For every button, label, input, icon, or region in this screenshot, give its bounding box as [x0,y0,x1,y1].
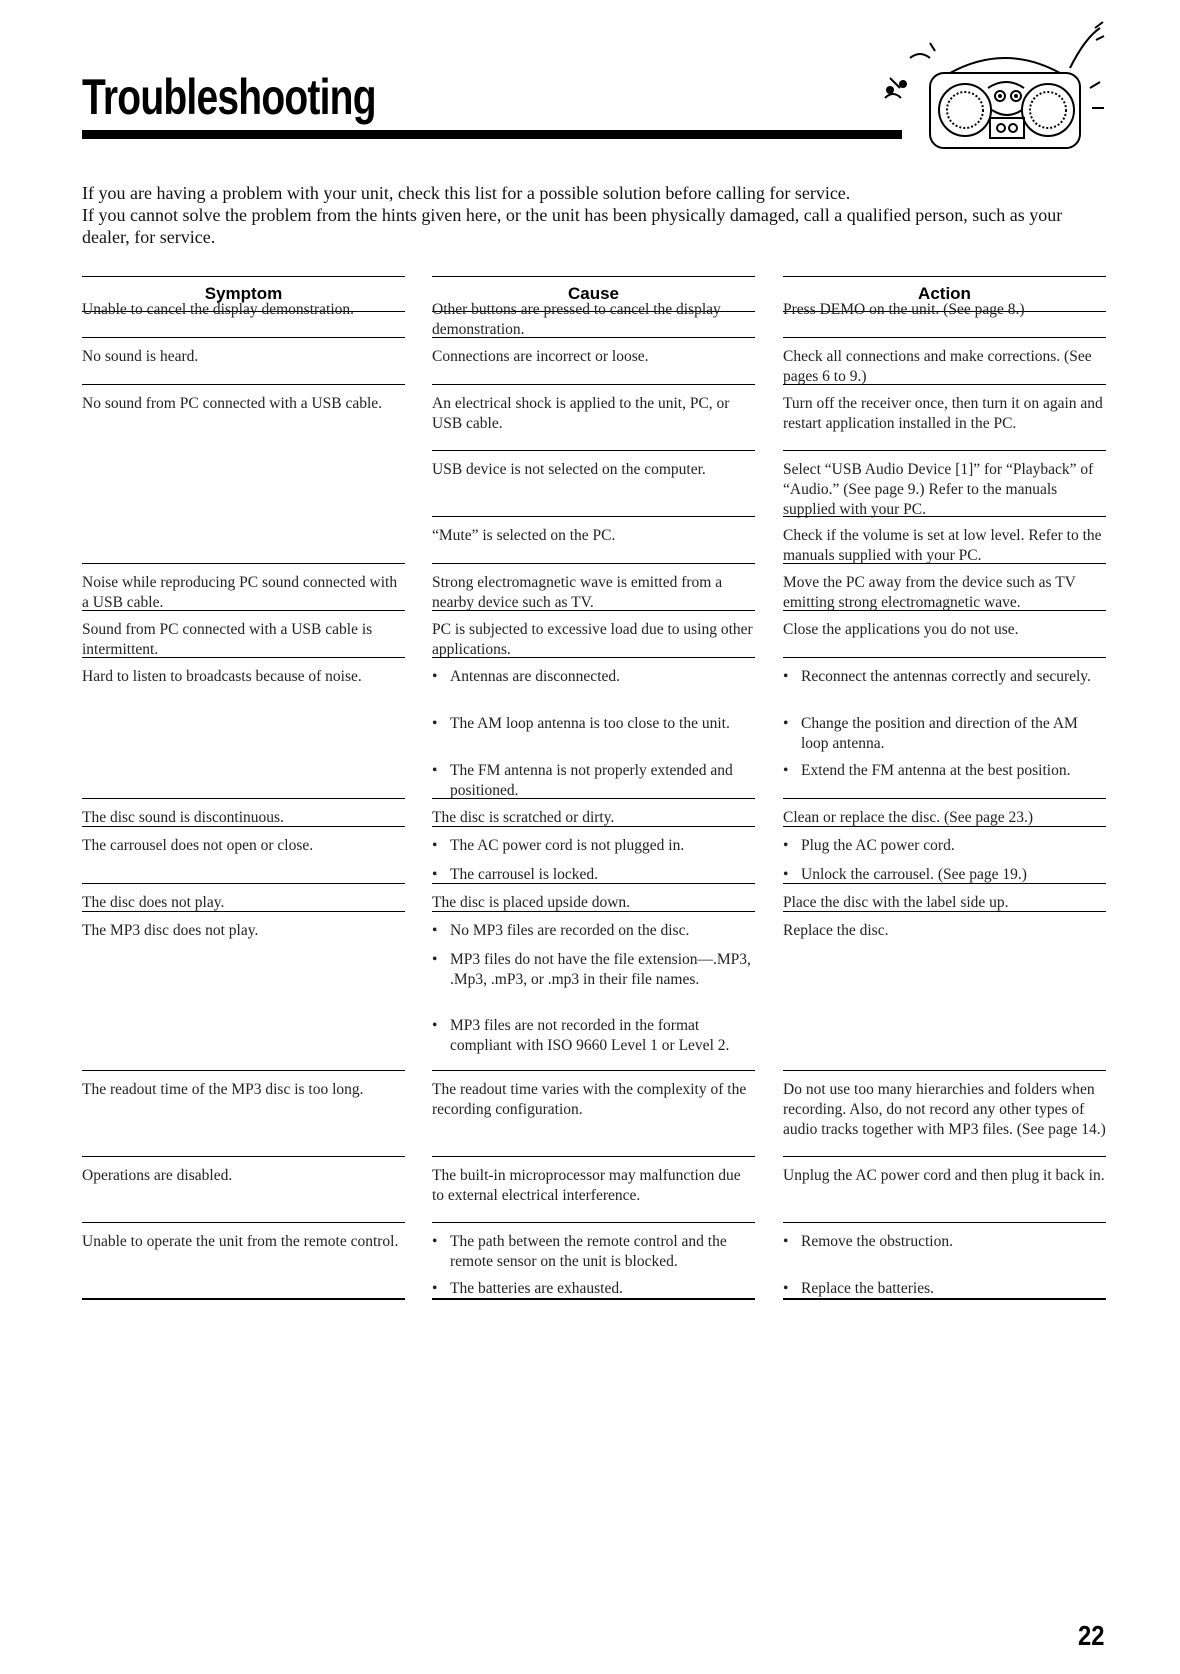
action-cell: Do not use too many hierarchies and folders when recording. Also, do not record any other types of audio tracks together with MP3 files. (See page 14.) [783,1081,1106,1138]
row-divider [783,337,1106,338]
row-divider [432,610,755,611]
cause-bullet: • The AC power cord is not plugged in. [432,831,755,856]
cause-bullet: • No MP3 files are recorded on the disc. [432,916,755,941]
intro-text [82,182,1092,248]
symptom-cell: Operations are disabled. [82,1167,233,1184]
row-divider [82,657,405,658]
symptom-cell: The disc does not play. [82,894,225,911]
page-number: 22 [1078,1620,1105,1651]
action-cell: Unplug the AC power cord and then plug it back in. [783,1167,1105,1184]
cause-bullet: • Antennas are disconnected. [432,662,755,687]
row-divider [432,563,755,564]
row-divider [82,826,405,827]
row-divider [783,1222,1106,1223]
page-title: Troubleshooting [82,69,376,125]
action-bullet: • Plug the AC power cord. [783,831,1106,856]
action-bullet: • Extend the FM antenna at the best position. [783,756,1106,781]
cause-cell: USB device is not selected on the computer. [432,461,706,478]
action-bullet: • Unlock the carrousel. (See page 19.) [783,860,1106,885]
row-divider [82,337,405,338]
cause-cell: An electrical shock is applied to the unit, PC, or USB cable. [432,395,730,432]
title-rule [82,130,902,139]
cause-cell: The disc is placed upside down. [432,894,631,911]
symptom-cell: The MP3 disc does not play. [82,922,259,939]
row-divider [783,798,1106,799]
row-divider [783,1070,1106,1071]
cause-cell: The built-in microprocessor may malfunction due to external electrical interference. [432,1167,741,1204]
action-bullet: • Replace the batteries. [783,1274,1106,1299]
symptom-cell: Hard to listen to broadcasts because of noise. [82,668,362,685]
cause-bullet: • The FM antenna is not properly extended and positioned. [432,756,755,801]
row-divider [432,1156,755,1157]
row-divider [783,384,1106,385]
row-divider [783,657,1106,658]
cause-bullet: • The carrousel is locked. [432,860,755,885]
symptom-cell: No sound is heard. [82,348,199,365]
symptom-cell: No sound from PC connected with a USB cable. [82,395,383,412]
row-divider [82,610,405,611]
row-divider [783,563,1106,564]
row-divider [783,610,1106,611]
row-divider [783,883,1106,884]
cause-bullet: • MP3 files are not recorded in the format compliant with ISO 9660 Level 1 or Level 2. [432,1011,755,1056]
action-cell: Check all connections and make corrections. (See pages 6 to 9.) [783,348,1092,385]
cause-cell: Connections are incorrect or loose. [432,348,649,365]
header-action: Action [783,276,1106,312]
row-divider [82,1222,405,1223]
intro-line-2: If you cannot solve the problem from the hints given here, or the unit has been physically damaged, call a qualified person, such as your dealer, for service. [82,205,1063,247]
symptom-cell: The disc sound is discontinuous. [82,809,284,826]
row-divider [432,798,755,799]
row-divider [432,337,755,338]
row-divider [432,384,755,385]
action-cell: Turn off the receiver once, then turn it on again and restart application installed in the PC. [783,395,1103,432]
cause-bullet: • The batteries are exhausted. [432,1274,755,1299]
action-cell: Replace the disc. [783,922,889,939]
row-divider [82,384,405,385]
action-bullet: • Reconnect the antennas correctly and securely. [783,662,1106,687]
action-cell: Clean or replace the disc. (See page 23.) [783,809,1034,826]
cause-bullet: • The path between the remote control and the remote sensor on the unit is blocked. [432,1227,755,1272]
row-divider [82,911,405,912]
row-divider [432,911,755,912]
row-divider [783,1156,1106,1157]
action-cell: Check if the volume is set at low level. Refer to the manuals supplied with your PC. [783,527,1102,564]
row-divider [82,1156,405,1157]
cause-cell: The disc is scratched or dirty. [432,809,615,826]
action-cell: Close the applications you do not use. [783,621,1019,638]
cause-bullet: • The AM loop antenna is too close to the unit. [432,709,755,734]
table-bottom-rule [82,1298,405,1300]
boombox-illustration [870,18,1120,168]
cause-cell: The readout time varies with the complexity of the recording configuration. [432,1081,747,1118]
symptom-cell: The readout time of the MP3 disc is too long. [82,1081,364,1098]
row-divider [783,450,1106,451]
row-divider [432,826,755,827]
table-bottom-rule [432,1298,755,1300]
row-divider [432,450,755,451]
action-cell: Place the disc with the label side up. [783,894,1009,911]
cause-bullet: • MP3 files do not have the file extension—.MP3, .Mp3, .mP3, or .mp3 in their file names. [432,945,755,990]
symptom-cell: Noise while reproducing PC sound connected with a USB cable. [82,574,398,611]
action-bullet: • Change the position and direction of the AM loop antenna. [783,709,1106,754]
row-divider [82,563,405,564]
row-divider [82,1070,405,1071]
row-divider [783,911,1106,912]
header-cause: Cause [432,276,755,312]
action-cell: Move the PC away from the device such as TV emitting strong electromagnetic wave. [783,574,1076,611]
action-cell: Press DEMO on the unit. (See page 8.) [783,301,1025,318]
row-divider [432,1222,755,1223]
action-cell: Select “USB Audio Device [1]” for “Playback” of “Audio.” (See page 9.) Refer to the manuals supplied with your PC. [783,461,1094,518]
symptom-cell: Sound from PC connected with a USB cable is intermittent. [82,621,373,658]
table-bottom-rule [783,1298,1106,1300]
row-divider [432,1070,755,1071]
row-divider [82,883,405,884]
row-divider [432,883,755,884]
cause-cell: “Mute” is selected on the PC. [432,527,616,544]
header-symptom: Symptom [82,276,405,312]
symptom-cell: Unable to operate the unit from the remote control. [82,1233,399,1250]
symptom-cell: The carrousel does not open or close. [82,837,314,854]
cause-cell: PC is subjected to excessive load due to using other applications. [432,621,753,658]
cause-cell: Other buttons are pressed to cancel the display demonstration. [432,301,721,338]
row-divider [783,516,1106,517]
action-bullet: • Remove the obstruction. [783,1227,1106,1252]
row-divider [432,657,755,658]
cause-cell: Strong electromagnetic wave is emitted from a nearby device such as TV. [432,574,723,611]
row-divider [783,826,1106,827]
row-divider [82,798,405,799]
intro-line-1: If you are having a problem with your unit, check this list for a possible solution before calling for service. [82,183,851,203]
row-divider [432,516,755,517]
symptom-cell: Unable to cancel the display demonstration. [82,301,355,318]
